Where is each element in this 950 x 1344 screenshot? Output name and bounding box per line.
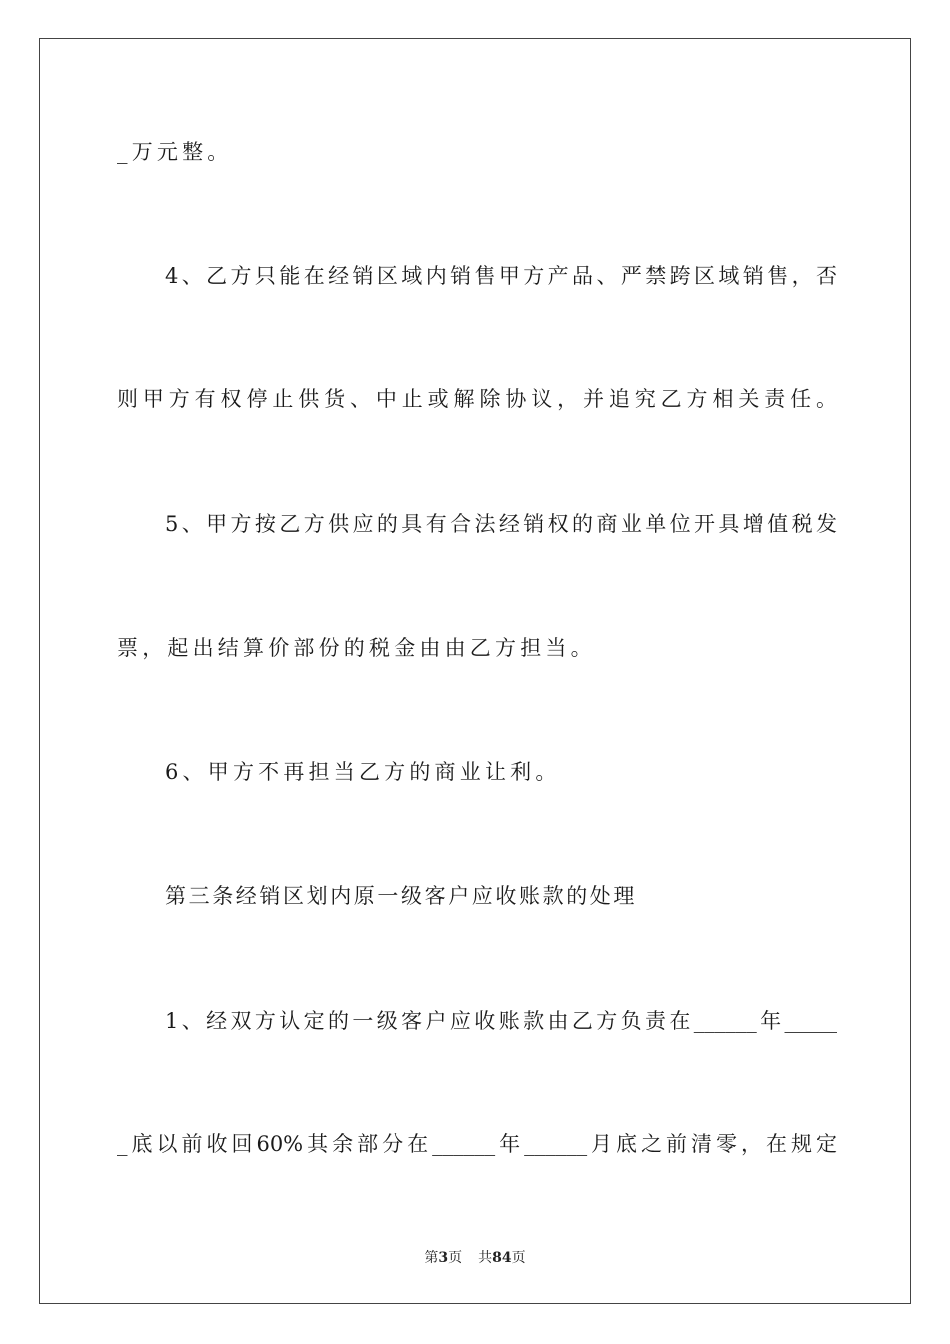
footer-page-prefix: 第 <box>424 1250 439 1266</box>
paragraph-line-8: _底以前收回60%其余部分在______年______月底之前清零，在规定 <box>117 1132 837 1156</box>
footer-total-pages: 84 <box>492 1250 512 1266</box>
paragraph-line-3: 则甲方有权停止供货、中止或解除协议，并追究乙方相关责任。 <box>117 387 837 411</box>
paragraph-line-4: 5、甲方按乙方供应的具有合法经销权的商业单位开具增值税发 <box>165 512 837 536</box>
paragraph-line-2: 4、乙方只能在经销区域内销售甲方产品、严禁跨区域销售，否 <box>165 264 837 288</box>
page-border <box>39 38 911 1304</box>
page-footer <box>0 1248 950 1268</box>
paragraph-line-6: 6、甲方不再担当乙方的商业让利。 <box>165 760 561 784</box>
section-heading: 第三条经销区划内原一级客户应收账款的处理 <box>165 884 637 908</box>
footer-total-suffix: 页 <box>511 1250 526 1266</box>
footer-current-page: 3 <box>438 1250 449 1266</box>
paragraph-line-1: _万元整。 <box>117 140 233 164</box>
paragraph-line-5: 票，起出结算价部份的税金由由乙方担当。 <box>117 636 596 660</box>
paragraph-line-7: 1、经双方认定的一级客户应收账款由乙方负责在______年_____ <box>165 1009 837 1033</box>
footer-total-prefix: 共 <box>478 1250 493 1266</box>
footer-page-suffix: 页 <box>448 1250 463 1266</box>
